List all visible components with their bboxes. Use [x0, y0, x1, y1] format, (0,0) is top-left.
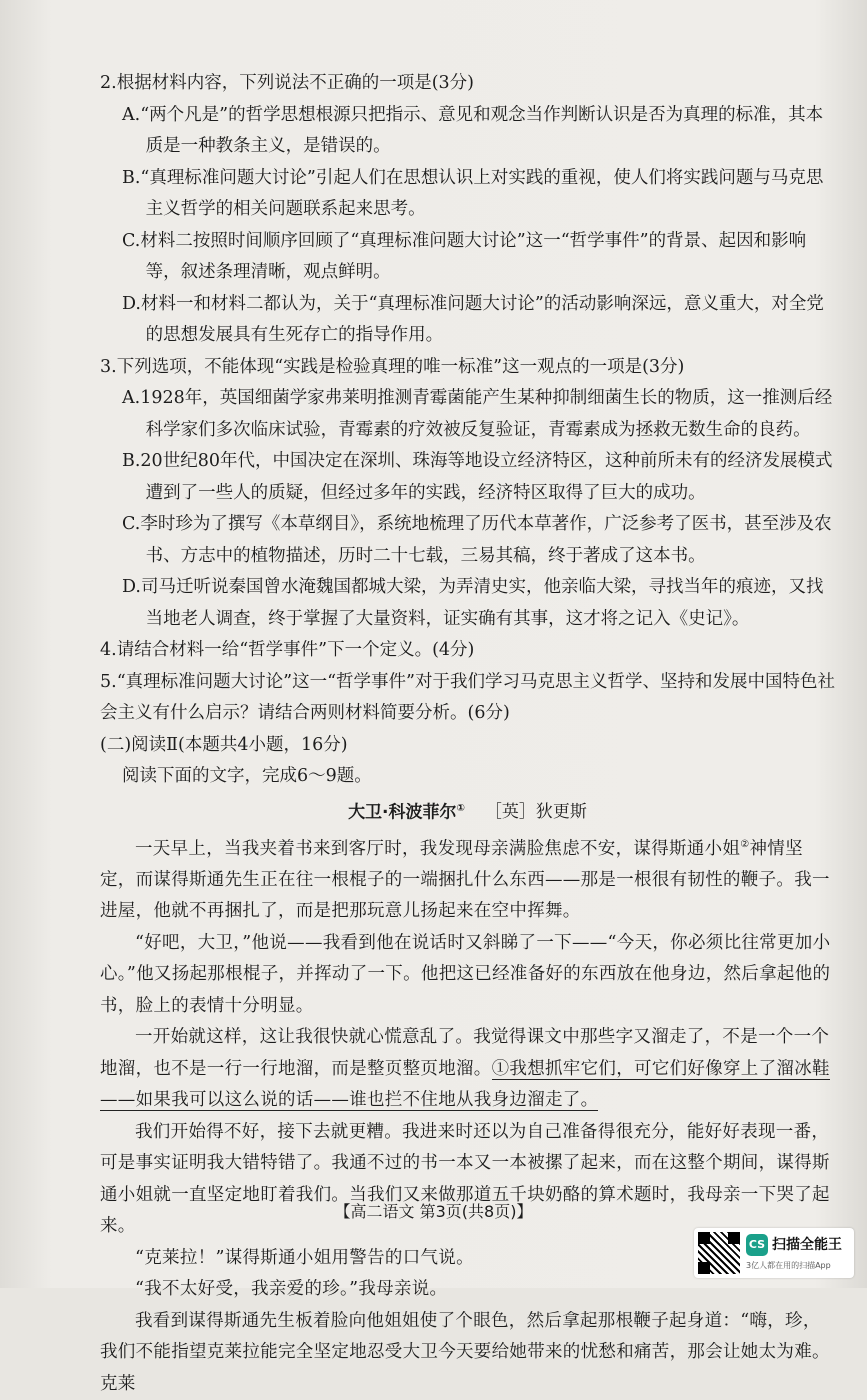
camscanner-logo-icon: CS: [746, 1234, 768, 1256]
section-heading: (二)阅读Ⅱ(本题共4小题，16分): [100, 734, 348, 755]
scanner-watermark: [694, 1228, 854, 1278]
story-paragraph-3: [100, 1022, 835, 1117]
question-3-stem: 3.下列选项，不能体现“实践是检验真理的唯一标准”这一观点的一项是(3分): [100, 356, 685, 377]
question-2-stem: 2.根据材料内容，下列说法不正确的一项是(3分): [100, 73, 474, 93]
question-3-option-c: C.李时珍为了撰写《本草纲目》，系统地梳理了历代本草著作，广泛参考了医书，甚至涉及农书、方志中的植物描述，历时二十七载，三易其稿，终于著成了这本书。: [122, 514, 832, 566]
watermark-slogan: 3亿人都在用的扫描App: [746, 1261, 831, 1270]
underlined-sentence-1: ①我想抓牢它们，可它们好像穿上了溜冰鞋——如果我可以这么说的话——谁也拦不住地从我身边溜走了。: [100, 1058, 830, 1111]
title-footnote-marker: ①: [456, 802, 465, 814]
story-paragraph-2: “好吧，大卫，”他说——我看到他在说话时又斜睇了一下——“今天，你必须比往常更加小心。”他又扬起那根棍子，并挥动了一下。他把这已经准备好的东西放在他身边，然后拿起他的书，脸上的表情十分明显。: [100, 932, 831, 1016]
reading-instruction: 阅读下面的文字，完成6～9题。: [122, 766, 372, 786]
watermark-brand: 扫描全能王: [772, 1237, 842, 1253]
story-paragraph-1-part-b: 神情坚定，而谋得斯通先生正在往一根棍子的一端捆扎什么东西——那是一根很有韧性的鞭子。我一进屋，他就不再捆扎了，而是把那玩意儿扬起来在空中挥舞。: [100, 838, 830, 922]
qr-code-icon: [698, 1232, 740, 1274]
question-3-option-a: A.1928年，英国细菌学家弗莱明推测青霉菌能产生某种抑制细菌生长的物质，这一推测后经科学家们多次临床试验，青霉素的疗效被反复验证，青霉素成为拯救无数生命的良药。: [122, 388, 833, 440]
question-5: 5.“真理标准问题大讨论”这一“哲学事件”对于我们学习马克思主义哲学、坚持和发展中国特色社会主义有什么启示？请结合两则材料简要分析。(6分): [100, 671, 835, 723]
question-2-option-b: B.“真理标准问题大讨论”引起人们在思想认识上对实践的重视，使人们将实践问题与马克思主义哲学的相关问题联系起来思考。: [122, 167, 824, 219]
story-paragraph-6: “我不太好受，我亲爱的珍。”我母亲说。: [135, 1279, 448, 1300]
story-paragraph-5: “克莱拉！”谋得斯通小姐用警告的口气说。: [135, 1247, 474, 1268]
question-4: 4.请结合材料一给“哲学事件”下一个定义。(4分): [100, 640, 475, 660]
question-2-option-a: A.“两个凡是”的哲学思想根源只把指示、意见和观念当作判断认识是否为真理的标准，其本质是一种教条主义，是错误的。: [122, 104, 824, 156]
story-title-line: [100, 793, 835, 829]
question-3-option-d: D.司马迁听说秦国曾水淹魏国都城大梁，为弄清史实，他亲临大梁，寻找当年的痕迹，又找当地老人调查，终于掌握了大量资料，证实确有其事，这才将之记入《史记》。: [122, 577, 824, 629]
story-paragraph-7: 我看到谋得斯通先生板着脸向他姐姐使了个眼色，然后拿起那根鞭子起身道：“嗨，珍，我们不能指望克莱拉能完全坚定地忍受大卫今天要给她带来的忧愁和痛苦，那会让她太为难。克莱: [100, 1310, 830, 1394]
question-3-option-b: B.20世纪80年代，中国决定在深圳、珠海等地设立经济特区，这种前所未有的经济发展模式遭到了一些人的质疑，但经过多年的实践，经济特区取得了巨大的成功。: [122, 451, 833, 503]
question-2-option-c: C.材料二按照时间顺序回顾了“真理标准问题大讨论”这一“哲学事件”的背景、起因和影响等，叙述条理清晰，观点鲜明。: [122, 230, 807, 282]
question-2-option-d: D.材料一和材料二都认为，关于“真理标准问题大讨论”的活动影响深远，意义重大，对全党的思想发展具有生死存亡的指导作用。: [122, 293, 824, 345]
story-paragraph-1: [100, 829, 835, 928]
footnote-marker-2: ②: [740, 838, 750, 850]
page-footer: 【高二语文 第3页(共8页)】: [334, 1202, 533, 1221]
story-body: [100, 829, 835, 1400]
story-paragraph-1-part-a: 一天早上，当我夹着书来到客厅时，我发现母亲满脸焦虑不安，谋得斯通小姐: [135, 838, 741, 859]
story-title: 大卫·科波菲尔: [348, 802, 457, 823]
story-paragraph-4: 我们开始得不好，接下去就更糟。我进来时还以为自己准备得很充分，能好好表现一番，可是事实证明我大错特错了。我通不过的书一本又一本被摞了起来，而在这整个期间，谋得斯通小姐就一直坚定地盯着我们。当我们又来做那道五千块奶酪的算术题时，我母亲一下哭了起来。: [100, 1121, 830, 1237]
story-author: ［英］狄更斯: [484, 802, 587, 823]
story-paragraph-3-text: 一开始就这样，这让我很快就心慌意乱了。我觉得课文中那些字又溜走了，不是一个一个地溜，也不是一行一行地溜，而是整页整页地溜。: [100, 1027, 830, 1079]
